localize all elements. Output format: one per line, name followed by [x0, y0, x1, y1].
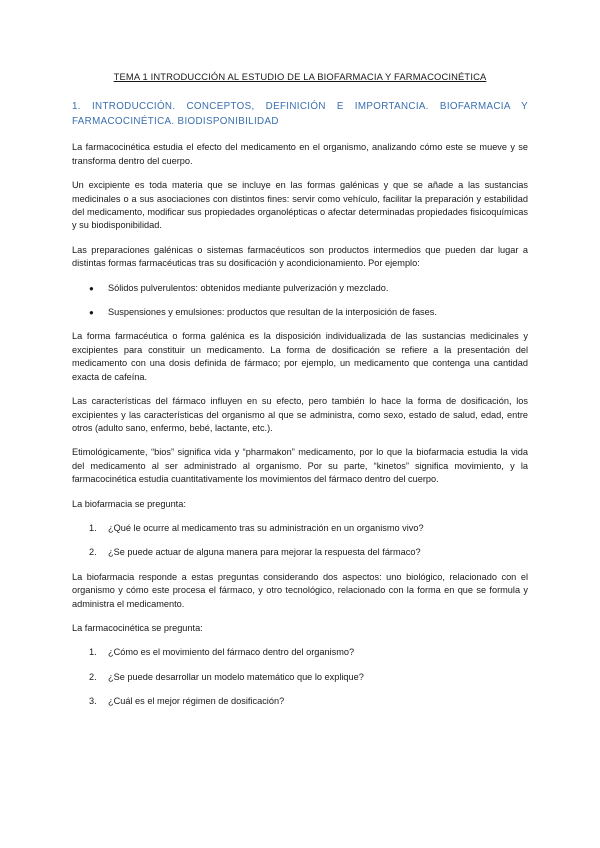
list-item-text: Suspensiones y emulsiones: productos que resultan de la interposición de fases.	[108, 307, 437, 318]
list-item	[72, 646, 528, 659]
list-item-number: 2.	[89, 547, 97, 558]
section-heading: 1. INTRODUCCIÓN. CONCEPTOS, DEFINICIÓN E IMPORTANCIA. BIOFARMACIA Y FARMACOCINÉTICA. BIODISPONIBILIDAD	[72, 101, 528, 127]
biofarmacia-questions-list	[72, 522, 528, 560]
list-item	[72, 695, 528, 708]
list-item	[72, 671, 528, 684]
document-title: TEMA 1 INTRODUCCIÓN AL ESTUDIO DE LA BIOFARMACIA Y FARMACOCINÉTICA	[113, 71, 487, 82]
list-item	[72, 282, 528, 295]
list-item-number: 2.	[89, 671, 97, 682]
paragraph-preparaciones-galenicas: Las preparaciones galénicas o sistemas farmacéuticos son productos intermedios que pueden dar lugar a distintas formas farmacéuticas tras su dosificación y acondicionamiento. Por ejemplo:	[72, 244, 528, 269]
bullet-icon: ●	[89, 308, 94, 318]
list-item-number: 1.	[89, 522, 97, 533]
paragraph-biofarmacia-responde: La biofarmacia responde a estas preguntas considerando dos aspectos: uno biológico, relacionado con el organismo y cómo este procesa el fármaco, y otro tecnológico, relacionado con la forma en que se formula y administra el medicamento.	[72, 571, 528, 609]
examples-bullet-list	[72, 282, 528, 320]
list-item-text: Sólidos pulverulentos: obtenidos mediante pulverización y mezclado.	[108, 282, 389, 293]
paragraph-excipiente: Un excipiente es toda materia que se incluye en las formas galénicas y que se añade a las sustancias medicinales o a sus asociaciones con distintos fines: servir como vehículo, facilitar la preparación y estabilidad del medicamento, modificar sus propiedades organolépticas o afectar determinadas propiedades fisicoquímicas y su biodisponibilidad.	[72, 180, 528, 231]
paragraph-farmacocinetica-definition: La farmacocinética estudia el efecto del medicamento en el organismo, analizando cómo este se mueve y se transforma dentro del cuerpo.	[72, 142, 528, 166]
list-item-text: ¿Se puede desarrollar un modelo matemático que lo explique?	[108, 671, 364, 682]
paragraph-farmacocinetica-pregunta: La farmacocinética se pregunta:	[72, 622, 203, 633]
document-page	[72, 70, 528, 720]
paragraph-biofarmacia-pregunta: La biofarmacia se pregunta:	[72, 498, 186, 509]
list-item-text: ¿Cuál es el mejor régimen de dosificación?	[108, 696, 285, 707]
list-item	[72, 546, 528, 559]
list-item-number: 1.	[89, 647, 97, 658]
list-item-text: ¿Qué le ocurre al medicamento tras su administración en un organismo vivo?	[108, 522, 424, 533]
farmacocinetica-questions-list	[72, 646, 528, 708]
list-item-number: 3.	[89, 696, 97, 707]
paragraph-caracteristicas-farmaco: Las características del fármaco influyen en su efecto, pero también lo hace la forma de dosificación, los excipientes y las características del organismo al que se administra, como sexo, estado de salud, edad, entre otros (adulto sano, enfermo, bebé, lactante, etc.).	[72, 396, 528, 433]
bullet-icon: ●	[89, 283, 94, 293]
list-item-text: ¿Se puede actuar de alguna manera para mejorar la respuesta del fármaco?	[108, 547, 421, 558]
list-item	[72, 522, 528, 535]
list-item	[72, 306, 528, 319]
paragraph-etimologia: Etimológicamente, “bios” significa vida y “pharmakon” medicamento, por lo que la biofarmacia estudia la vida del medicamento al ser administrado al organismo. Por su parte, “kinetos” significa movimiento, y la farmacocinética estudia cuantitativamente los movimientos del fármaco dentro del cuerpo.	[72, 447, 528, 485]
list-item-text: ¿Cómo es el movimiento del fármaco dentro del organismo?	[108, 647, 355, 658]
paragraph-forma-farmaceutica: La forma farmacéutica o forma galénica es la disposición individualizada de las sustancias medicinales y excipientes para constituir un medicamento. La forma de dosificación se refiere a la presentación del medicamento con una dosis definida de fármaco; por ejemplo, un medicamento que contenga una cantidad exacta de cafeína.	[72, 331, 528, 382]
